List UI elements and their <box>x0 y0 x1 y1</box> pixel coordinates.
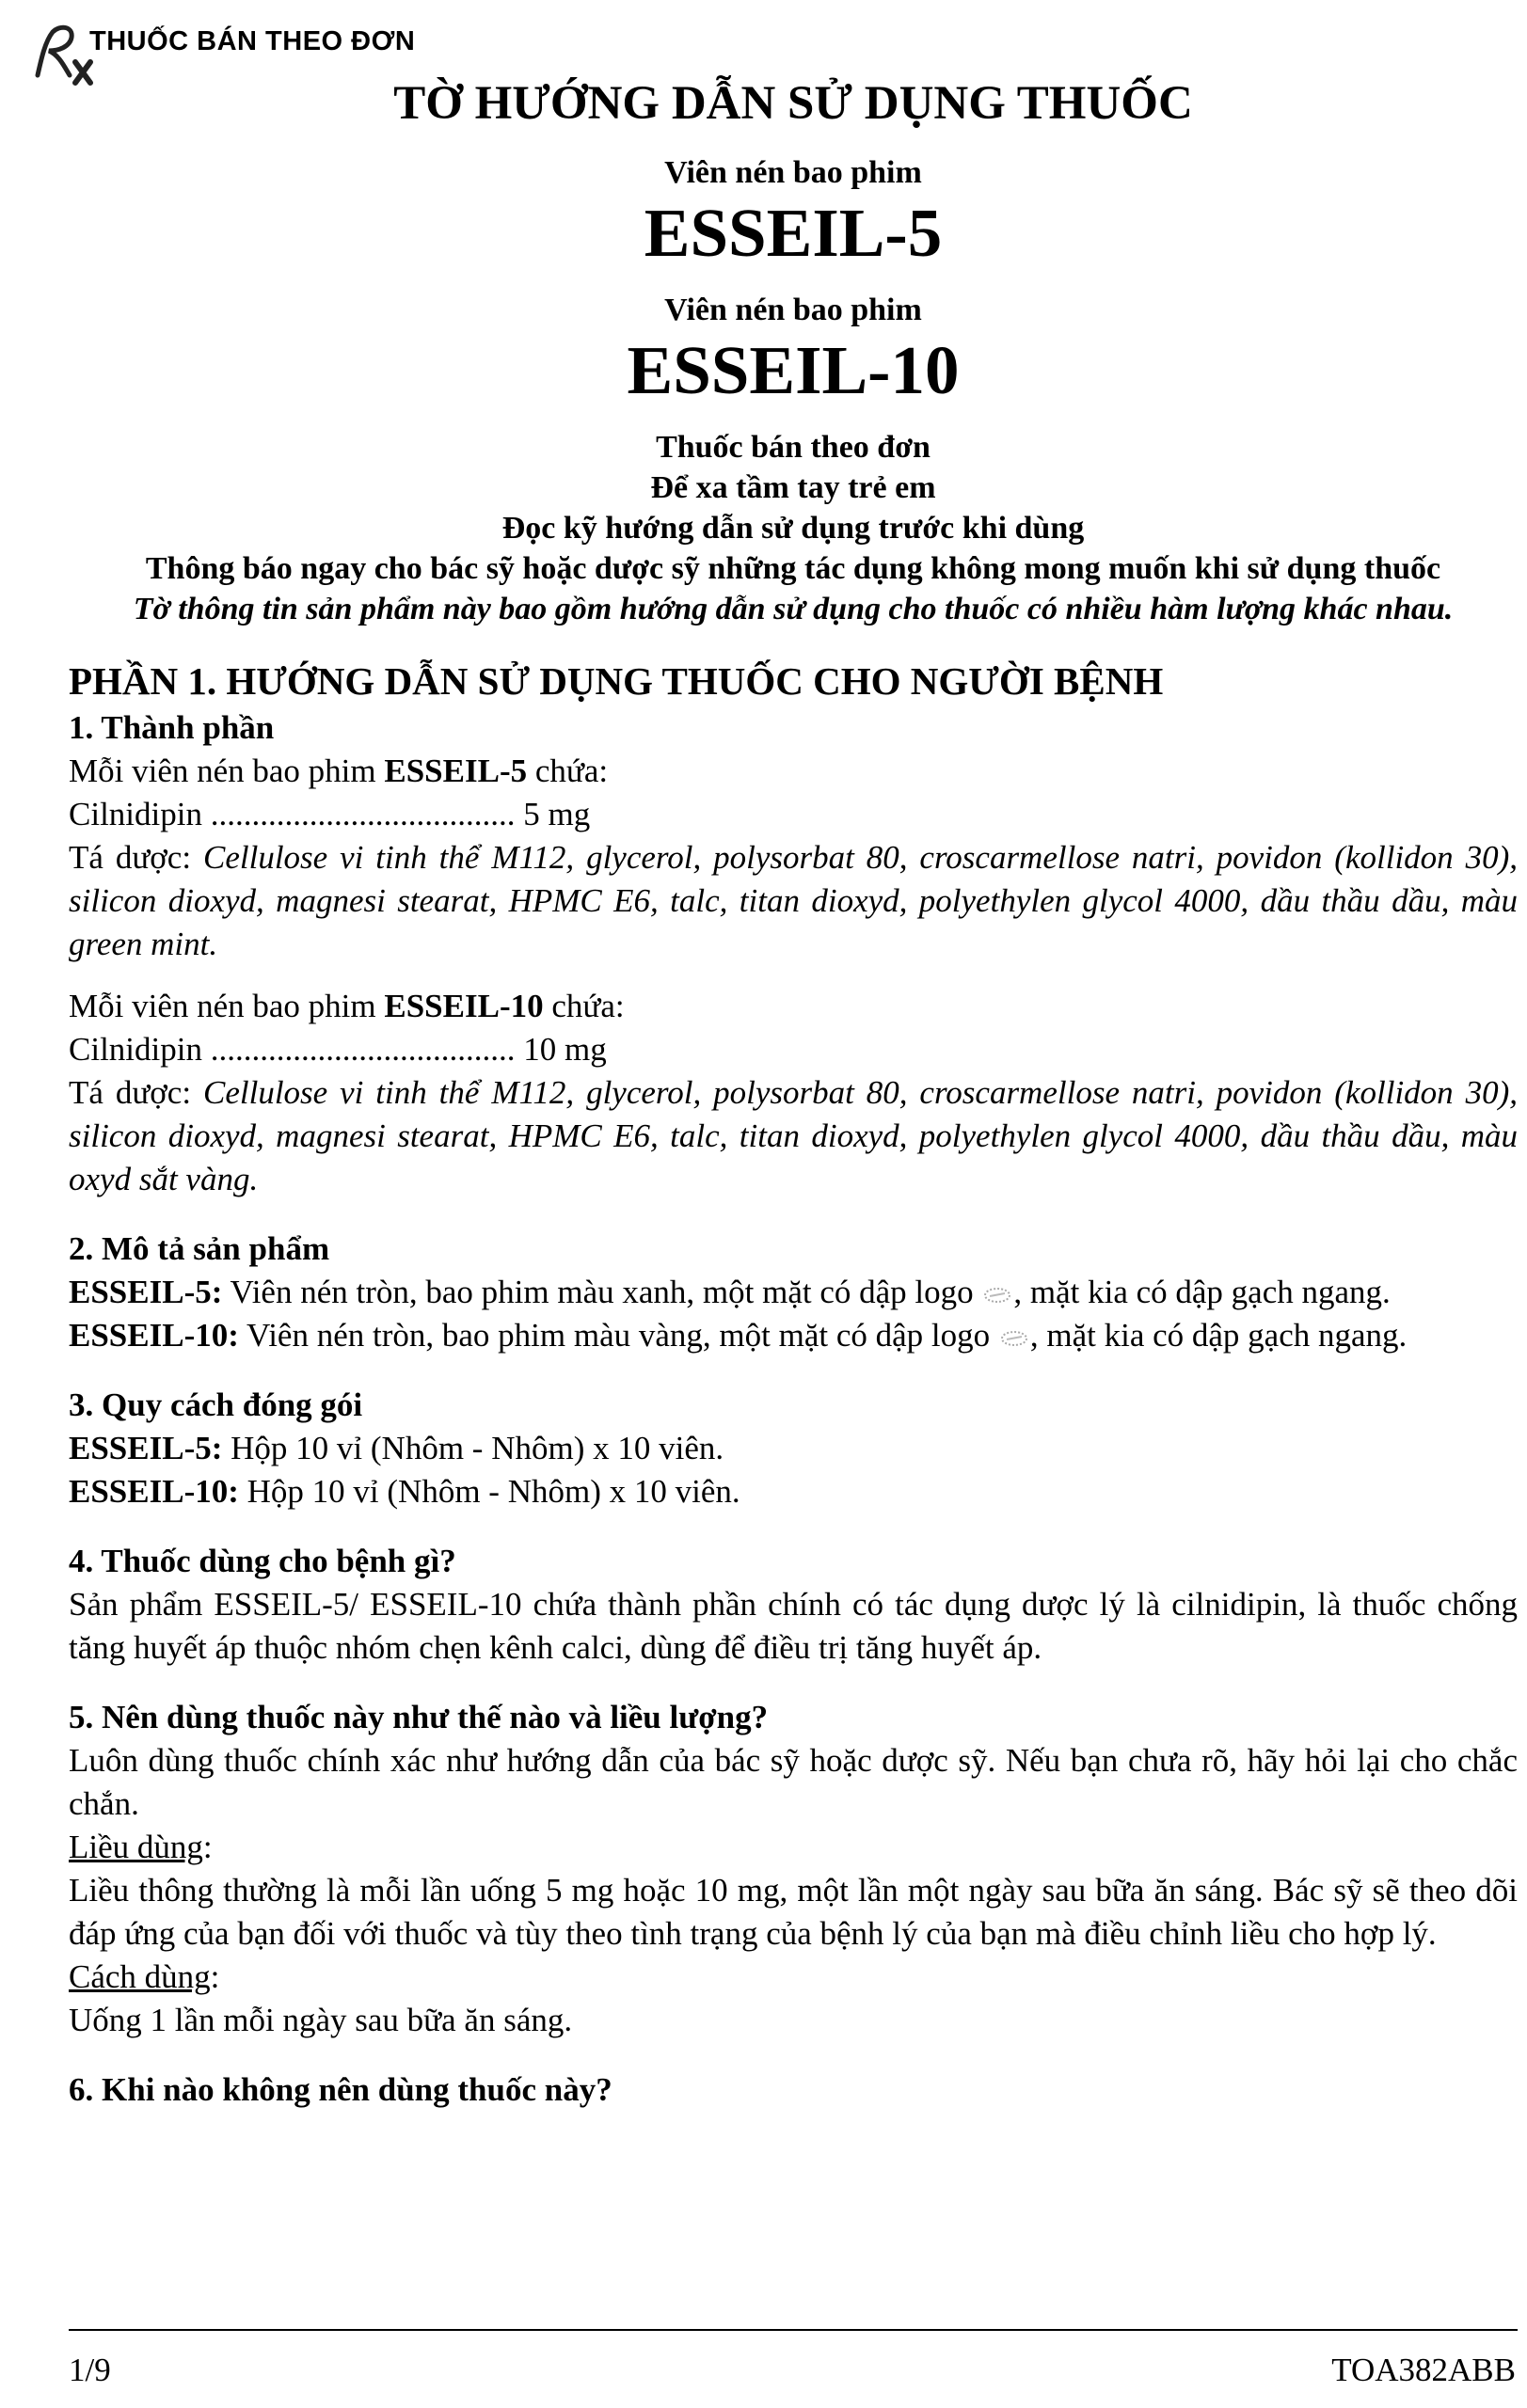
document-body <box>69 66 1518 2112</box>
section-indication <box>69 1540 1518 1670</box>
packaging-text: Hộp 10 vỉ (Nhôm - Nhôm) x 10 viên. <box>238 1473 740 1510</box>
product-label: ESSEIL-10: <box>69 1473 239 1510</box>
section-heading: 5. Nên dùng thuốc này như thế nào và liều lượng? <box>69 1699 769 1735</box>
active-ingredient-5: Cilnidipin ..................................... 5 mg <box>69 796 591 832</box>
excipients-5 <box>69 836 1518 966</box>
section-heading: 3. Quy cách đóng gói <box>69 1386 363 1423</box>
usage-text: Uống 1 lần mỗi ngày sau bữa ăn sáng. <box>69 2002 573 2038</box>
tablet-logo-icon <box>998 1328 1030 1349</box>
dose-label-text: Liều dùng <box>69 1829 203 1865</box>
usage-label-text: Cách dùng <box>69 1958 211 1995</box>
document-code: TOA382ABB <box>1331 2352 1516 2388</box>
packaging-text: Hộp 10 vỉ (Nhôm - Nhôm) x 10 viên. <box>222 1430 724 1466</box>
intro-text: chứa: <box>543 988 625 1024</box>
description-5 <box>69 1271 1518 1314</box>
excipient-list: Cellulose vi tinh thể M112, glycerol, polysorbat 80, croscarmellose natri, povidon (kollidon 30), silicon dioxyd, magnesi stearat, HPMC E6, talc, titan dioxyd, polyethylen glycol 4000, dầu thầu dầu, màu oxyd sắt vàng. <box>69 1074 1518 1197</box>
composition-intro-5 <box>69 750 1518 793</box>
section-heading: 2. Mô tả sản phẩm <box>69 1230 330 1267</box>
packaging-10 <box>69 1470 1518 1513</box>
active-ingredient-10: Cilnidipin ..................................... 10 mg <box>69 1031 607 1068</box>
description-text: Viên nén tròn, bao phim màu xanh, một mặt có dập logo <box>222 1274 982 1310</box>
product-label: ESSEIL-10: <box>69 1317 239 1354</box>
intro-text: Mỗi viên nén bao phim <box>69 988 385 1024</box>
intro-text: Mỗi viên nén bao phim <box>69 752 385 789</box>
product1-form: Viên nén bao phim <box>664 155 922 190</box>
indication-text: Sản phẩm ESSEIL-5/ ESSEIL-10 chứa thành phần chính có tác dụng dược lý là cilnidipin, là thuốc chống tăng huyết áp thuộc nhóm chẹn kênh calci, dùng để điều trị tăng huyết áp. <box>69 1586 1518 1666</box>
product-label: ESSEIL-5: <box>69 1274 223 1310</box>
usage-label: Cách dùng: <box>69 1958 220 1995</box>
description-text: Viên nén tròn, bao phim màu vàng, một mặt có dập logo <box>238 1317 998 1354</box>
notice-children: Để xa tầm tay trẻ em <box>650 470 936 505</box>
product-name: ESSEIL-10 <box>384 988 544 1024</box>
product-label: ESSEIL-5: <box>69 1430 223 1466</box>
part1-heading: PHẦN 1. HƯỚNG DẪN SỬ DỤNG THUỐC CHO NGƯỜI BỆNH <box>69 659 1164 703</box>
product-name: ESSEIL-5 <box>384 752 528 789</box>
dose-label: Liều dùng: <box>69 1829 213 1865</box>
title-block <box>69 66 1518 629</box>
section-dosage <box>69 1696 1518 2042</box>
description-10 <box>69 1314 1518 1357</box>
description-text: , mặt kia có dập gạch ngang. <box>1029 1317 1408 1354</box>
product2-form: Viên nén bao phim <box>664 293 922 327</box>
section-heading: 4. Thuốc dùng cho bệnh gì? <box>69 1543 456 1579</box>
description-text: , mặt kia có dập gạch ngang. <box>1013 1274 1391 1310</box>
dosage-intro: Luôn dùng thuốc chính xác như hướng dẫn của bác sỹ hoặc dược sỹ. Nếu bạn chưa rõ, hãy hỏi lại cho chắc chắn. <box>69 1742 1518 1822</box>
intro-text: chứa: <box>527 752 609 789</box>
tablet-logo-icon <box>981 1285 1013 1306</box>
dose-text: Liều thông thường là mỗi lần uống 5 mg hoặc 10 mg, một lần một ngày sau bữa ăn sáng. Bác sỹ sẽ theo dõi đáp ứng của bạn đối với thuốc và tùy theo tình trạng của bệnh lý của bạn mà điều chỉnh liều cho hợp lý. <box>69 1872 1518 1952</box>
section-composition <box>69 706 1518 1201</box>
notice-read: Đọc kỹ hướng dẫn sử dụng trước khi dùng <box>501 511 1085 546</box>
composition-intro-10 <box>69 985 1518 1028</box>
section-packaging <box>69 1384 1518 1513</box>
section-heading: 1. Thành phần <box>69 709 275 746</box>
excipient-list: Cellulose vi tinh thể M112, glycerol, polysorbat 80, croscarmellose natri, povidon (kollidon 30), silicon dioxyd, magnesi stearat, HPMC E6, talc, titan dioxyd, polyethylen glycol 4000, dầu thầu dầu, màu green mint. <box>69 839 1518 962</box>
product2-name: ESSEIL-10 <box>627 332 960 408</box>
packaging-5 <box>69 1427 1518 1470</box>
page-number: 1/9 <box>69 2352 111 2388</box>
excipient-label: Tá dược: <box>69 839 203 876</box>
notice-multi-strength: Tờ thông tin sản phẩm này bao gồm hướng dẫn sử dụng cho thuốc có nhiều hàm lượng khác nhau. <box>133 592 1454 626</box>
excipients-10 <box>69 1071 1518 1201</box>
notice-prescription: Thuốc bán theo đơn <box>656 430 931 465</box>
document-title: TỜ HƯỚNG DẪN SỬ DỤNG THUỐC <box>393 77 1193 130</box>
product1-name: ESSEIL-5 <box>644 195 943 271</box>
section-contraindications <box>69 2068 1518 2112</box>
rx-label: THUỐC BÁN THEO ĐƠN <box>89 26 416 56</box>
footer-divider <box>69 2329 1518 2331</box>
section-heading: 6. Khi nào không nên dùng thuốc này? <box>69 2071 612 2108</box>
notice-report: Thông báo ngay cho bác sỹ hoặc dược sỹ những tác dụng không mong muốn khi sử dụng thuốc <box>145 551 1441 586</box>
section-description <box>69 1228 1518 1357</box>
excipient-label: Tá dược: <box>69 1074 203 1111</box>
